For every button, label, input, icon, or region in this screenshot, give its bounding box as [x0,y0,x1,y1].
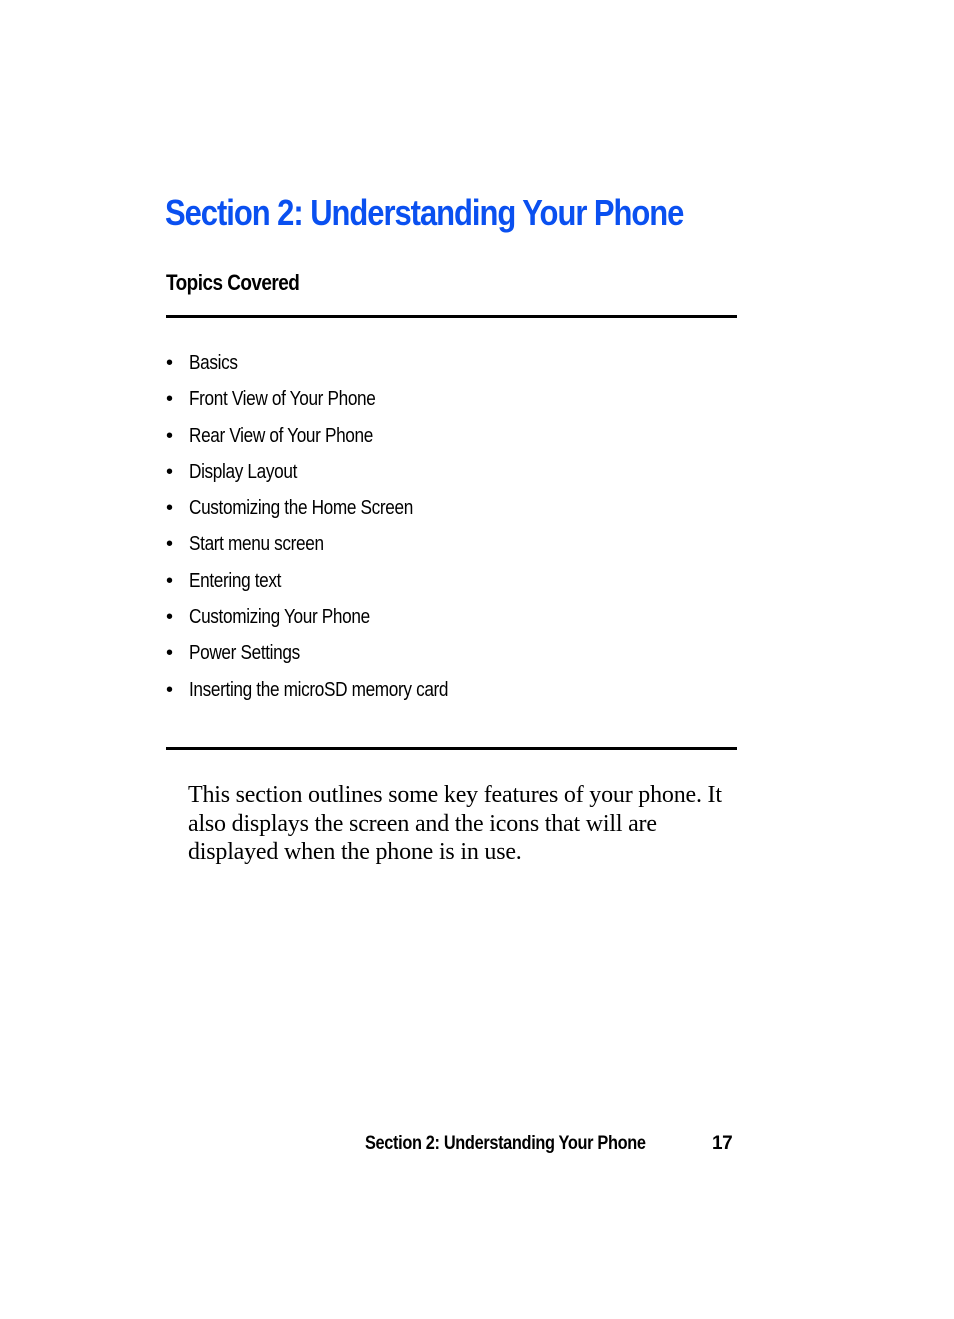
list-item [166,603,490,639]
page-title: Section 2: Understanding Your Phone [165,192,684,233]
topic-label: Entering text [189,569,282,592]
page-number: 17 [712,1133,733,1154]
list-item [166,639,490,675]
bullet-icon: • [166,497,174,520]
topic-label: Basics [189,352,238,374]
bullet-icon: • [166,460,174,483]
bullet-icon: • [166,678,174,701]
topic-label: Front View of Your Phone [189,388,376,411]
intro-paragraph: This section outlines some key features of your phone. It also displays the screen and the icons that will are displayed when the phone is in use. [188,782,722,866]
list-item [166,676,490,712]
bullet-icon: • [166,352,174,374]
page-footer [365,1133,733,1155]
list-item [166,422,490,458]
topics-heading: Topics Covered [166,270,300,295]
topic-label: Customizing Your Phone [189,606,370,629]
topic-label: Start menu screen [189,533,324,556]
topic-label: Power Settings [189,642,300,665]
topic-label: Rear View of Your Phone [189,424,373,447]
list-item [166,385,490,421]
top-divider [166,315,737,318]
topic-label: Customizing the Home Screen [189,497,413,520]
list-item [166,567,490,603]
list-item [166,349,490,385]
footer-section-title: Section 2: Understanding Your Phone [365,1133,646,1154]
bullet-icon: • [166,424,174,447]
bullet-icon: • [166,569,174,592]
topics-list [166,349,490,712]
list-item [166,458,490,494]
topic-label: Inserting the microSD memory card [189,678,449,701]
bottom-divider [166,747,737,750]
list-item [166,530,490,566]
topic-label: Display Layout [189,460,298,483]
list-item [166,494,490,530]
bullet-icon: • [166,642,174,665]
bullet-icon: • [166,533,174,556]
bullet-icon: • [166,606,174,629]
bullet-icon: • [166,388,174,411]
